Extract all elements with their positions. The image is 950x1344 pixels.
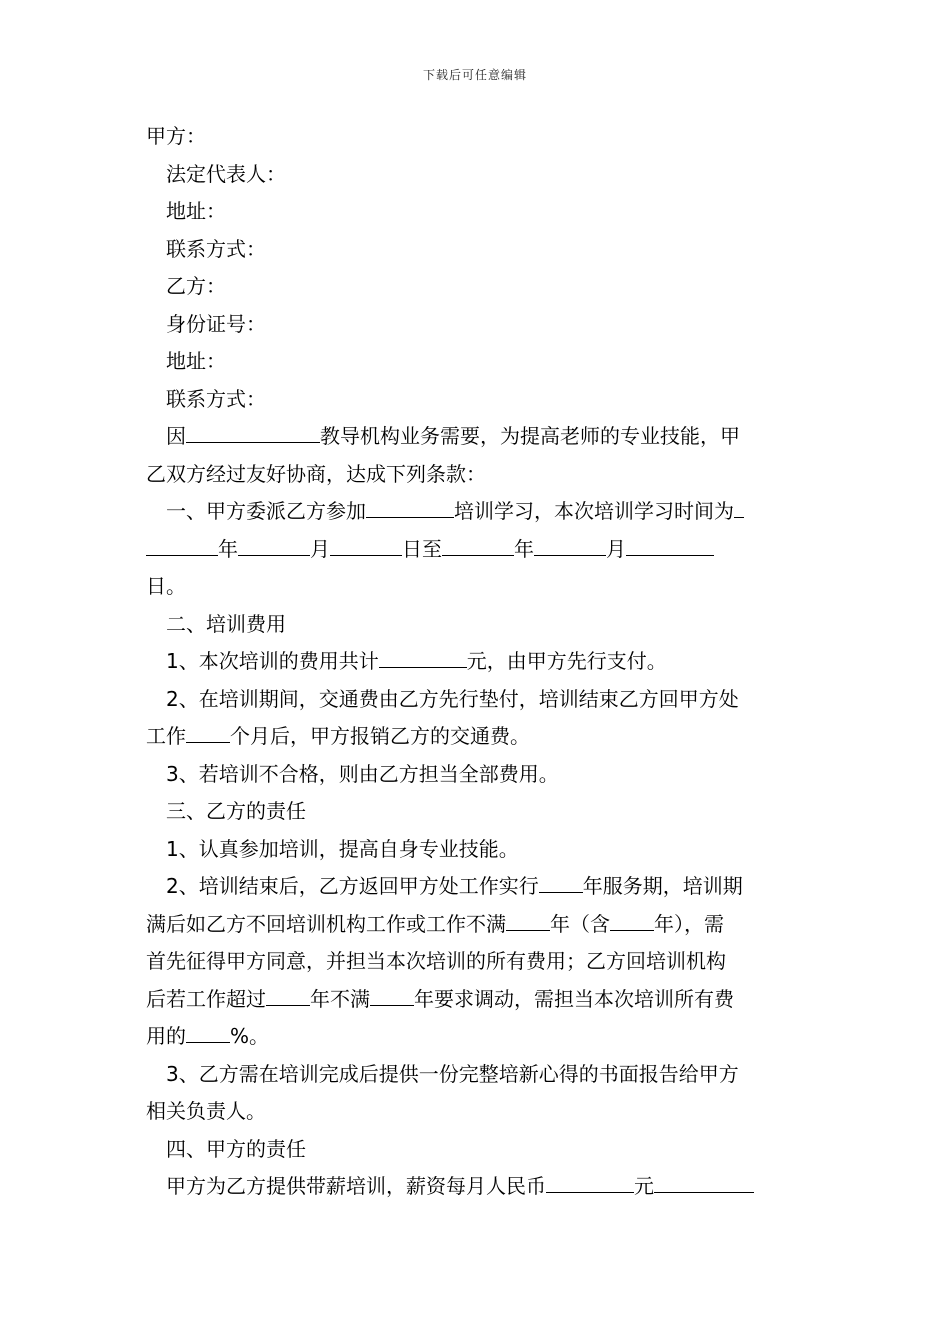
work-years-blank bbox=[506, 908, 550, 931]
s3-item-2-text-h: 年不满 bbox=[310, 986, 370, 1011]
end-day-blank bbox=[626, 533, 714, 556]
section-3-item-2-line-1 bbox=[146, 868, 808, 906]
intro-text-a: 因 bbox=[166, 424, 186, 448]
clause-1-line-1 bbox=[146, 493, 808, 531]
section-4-text bbox=[146, 1168, 808, 1206]
monthly-salary-blank bbox=[546, 1170, 634, 1193]
party-a-label: 甲方： bbox=[146, 124, 206, 148]
start-day-blank bbox=[330, 533, 402, 556]
contract-body bbox=[146, 118, 808, 1206]
legal-representative-label: 法定代表人： bbox=[166, 161, 286, 186]
party-b-label: 乙方： bbox=[166, 274, 226, 298]
intro-paragraph-line-2: 乙双方经过友好协商，达成下列条款： bbox=[146, 461, 486, 486]
party-b-address-label: 地址： bbox=[166, 349, 226, 373]
s3-item-2-text-g: 后若工作超过 bbox=[146, 986, 266, 1011]
section-3-title: 三、乙方的责任 bbox=[166, 799, 306, 823]
end-month-label: 月 bbox=[606, 536, 626, 561]
under-years-blank bbox=[370, 983, 414, 1006]
start-year-label: 年 bbox=[218, 536, 238, 561]
clause-1-line-3: 日。 bbox=[146, 574, 186, 598]
months-blank bbox=[186, 720, 230, 743]
section-3-item-2-line-4 bbox=[146, 981, 808, 1019]
service-years-blank bbox=[539, 870, 583, 893]
s3-item-2-text-c: 满后如乙方不回培训机构工作或工作不满 bbox=[146, 911, 506, 936]
training-name-blank bbox=[366, 495, 454, 518]
s3-item-2-text-a: 2、培训结束后，乙方返回甲方处工作实行 bbox=[166, 874, 539, 898]
s2-item-2-text-b: 工作 bbox=[146, 724, 186, 748]
party-a-contact-label: 联系方式： bbox=[166, 236, 266, 261]
section-4-title: 四、甲方的责任 bbox=[166, 1136, 306, 1161]
start-day-to-label: 日至 bbox=[402, 536, 442, 561]
section-2-item-1 bbox=[146, 643, 808, 681]
section-2-title: 二、培训费用 bbox=[166, 611, 286, 636]
institution-name-blank bbox=[186, 420, 320, 443]
s2-item-1-text-a: 1、本次培训的费用共计 bbox=[166, 649, 379, 673]
start-year-blank bbox=[146, 533, 218, 556]
percent-blank bbox=[186, 1020, 230, 1043]
id-number-label: 身份证号： bbox=[166, 311, 266, 336]
s3-item-2-text-j: 用的 bbox=[146, 1024, 186, 1048]
end-month-blank bbox=[534, 533, 606, 556]
s3-item-2-text-b: 年服务期，培训期 bbox=[582, 874, 743, 898]
end-year-blank bbox=[442, 533, 514, 556]
s2-item-2-text-c: 个月后，甲方报销乙方的交通费。 bbox=[230, 724, 530, 748]
clause-1-text-a: 一、甲方委派乙方参加 bbox=[166, 499, 366, 523]
s4-text-a: 甲方为乙方提供带薪培训，薪资每月人民币 bbox=[166, 1174, 546, 1198]
section-2-item-2-line-2 bbox=[146, 718, 808, 756]
s2-item-1-text-b: 元，由甲方先行支付。 bbox=[466, 649, 667, 673]
exceed-years-blank bbox=[266, 983, 310, 1006]
section-3-item-1: 1、认真参加培训，提高自身专业技能。 bbox=[166, 836, 519, 861]
training-fee-blank bbox=[379, 645, 467, 668]
s3-item-2-text-e: 年），需 bbox=[654, 911, 724, 936]
section-3-item-2-line-3: 首先征得甲方同意，并担当本次培训的所有费用；乙方回培训机构 bbox=[146, 949, 726, 973]
party-a-address-label: 地址： bbox=[166, 199, 226, 223]
party-b-contact-label: 联系方式： bbox=[166, 386, 266, 411]
clause-1-text-b: 培训学习，本次培训学习时间为 bbox=[454, 499, 734, 523]
section-3-item-3-line-2: 相关负责人。 bbox=[146, 1099, 266, 1123]
s3-item-2-text-i: 年要求调动，需担当本次培训所有费 bbox=[414, 986, 734, 1011]
salary-trailing-blank bbox=[654, 1170, 754, 1193]
section-2-item-2-line-1: 2、在培训期间，交通费由乙方先行垫付，培训结束乙方回甲方处 bbox=[166, 686, 739, 711]
clause-1-line-2 bbox=[146, 531, 808, 569]
section-2-item-3: 3、若培训不合格，则由乙方担当全部费用。 bbox=[166, 761, 559, 786]
start-year-blank-head bbox=[734, 495, 744, 518]
s3-item-2-text-k: %。 bbox=[230, 1024, 270, 1048]
section-3-item-2-line-2 bbox=[146, 906, 808, 944]
intro-paragraph-line-1 bbox=[146, 418, 808, 456]
start-month-blank bbox=[238, 533, 310, 556]
start-month-label: 月 bbox=[310, 536, 330, 561]
s3-item-2-text-d: 年（含 bbox=[550, 911, 610, 936]
page-header-note: 下载后可任意编辑 bbox=[422, 68, 527, 82]
intro-text-b: 教导机构业务需要，为提高老师的专业技能，甲 bbox=[320, 424, 740, 448]
section-3-item-3-line-1: 3、乙方需在培训完成后提供一份完整培新心得的书面报告给甲方 bbox=[166, 1061, 739, 1086]
s4-text-b: 元 bbox=[634, 1174, 654, 1198]
section-3-item-2-line-5 bbox=[146, 1018, 808, 1056]
end-year-label: 年 bbox=[514, 536, 534, 561]
inclusive-years-blank bbox=[610, 908, 654, 931]
